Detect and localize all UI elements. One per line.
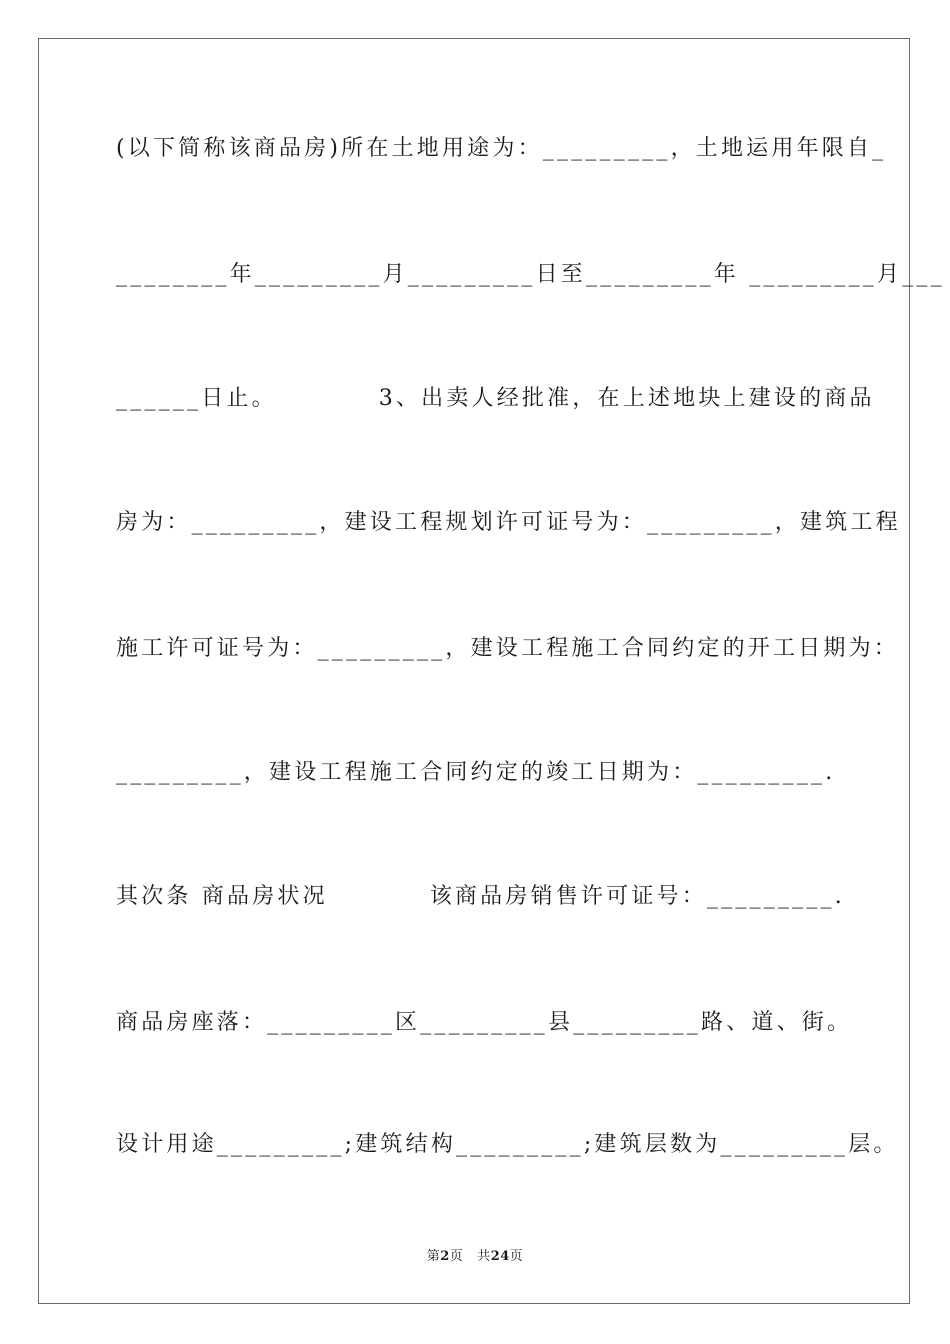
- document-line-6: _________，建设工程施工合同约定的竣工日期为：_________.: [116, 760, 836, 785]
- document-line-1: (以下简称该商品房)所在土地用途为：_________，土地运用年限自_: [116, 136, 887, 161]
- document-line-7: 其次条 商品房状况 该商品房销售许可证号：_________.: [116, 884, 845, 909]
- page-footer: [0, 1248, 950, 1266]
- footer-total-pages: 24: [490, 1249, 510, 1264]
- footer-total-prefix: 共: [477, 1249, 491, 1264]
- document-line-9: 设计用途_________;建筑结构_________;建筑层数为_________层。: [116, 1132, 899, 1157]
- document-line-5: 施工许可证号为：_________，建设工程施工合同约定的开工日期为：: [116, 636, 900, 661]
- document-line-3: ______日止。 3、出卖人经批准，在上述地块上建设的商品: [116, 386, 875, 411]
- footer-page-prefix: 第: [426, 1249, 441, 1264]
- footer-page-suffix: 页: [449, 1249, 464, 1264]
- page-border: [38, 38, 945, 1304]
- document-line-2: ________年_________月_________日至_________年 _________月___: [116, 262, 945, 287]
- footer-total-suffix: 页: [509, 1249, 524, 1264]
- document-line-8: 商品房座落：_________区_________县_________路、道、街。: [116, 1010, 853, 1035]
- document-line-4: 房为：_________，建设工程规划许可证号为：_________，建筑工程: [116, 510, 901, 535]
- footer-page-number: 2: [440, 1249, 450, 1264]
